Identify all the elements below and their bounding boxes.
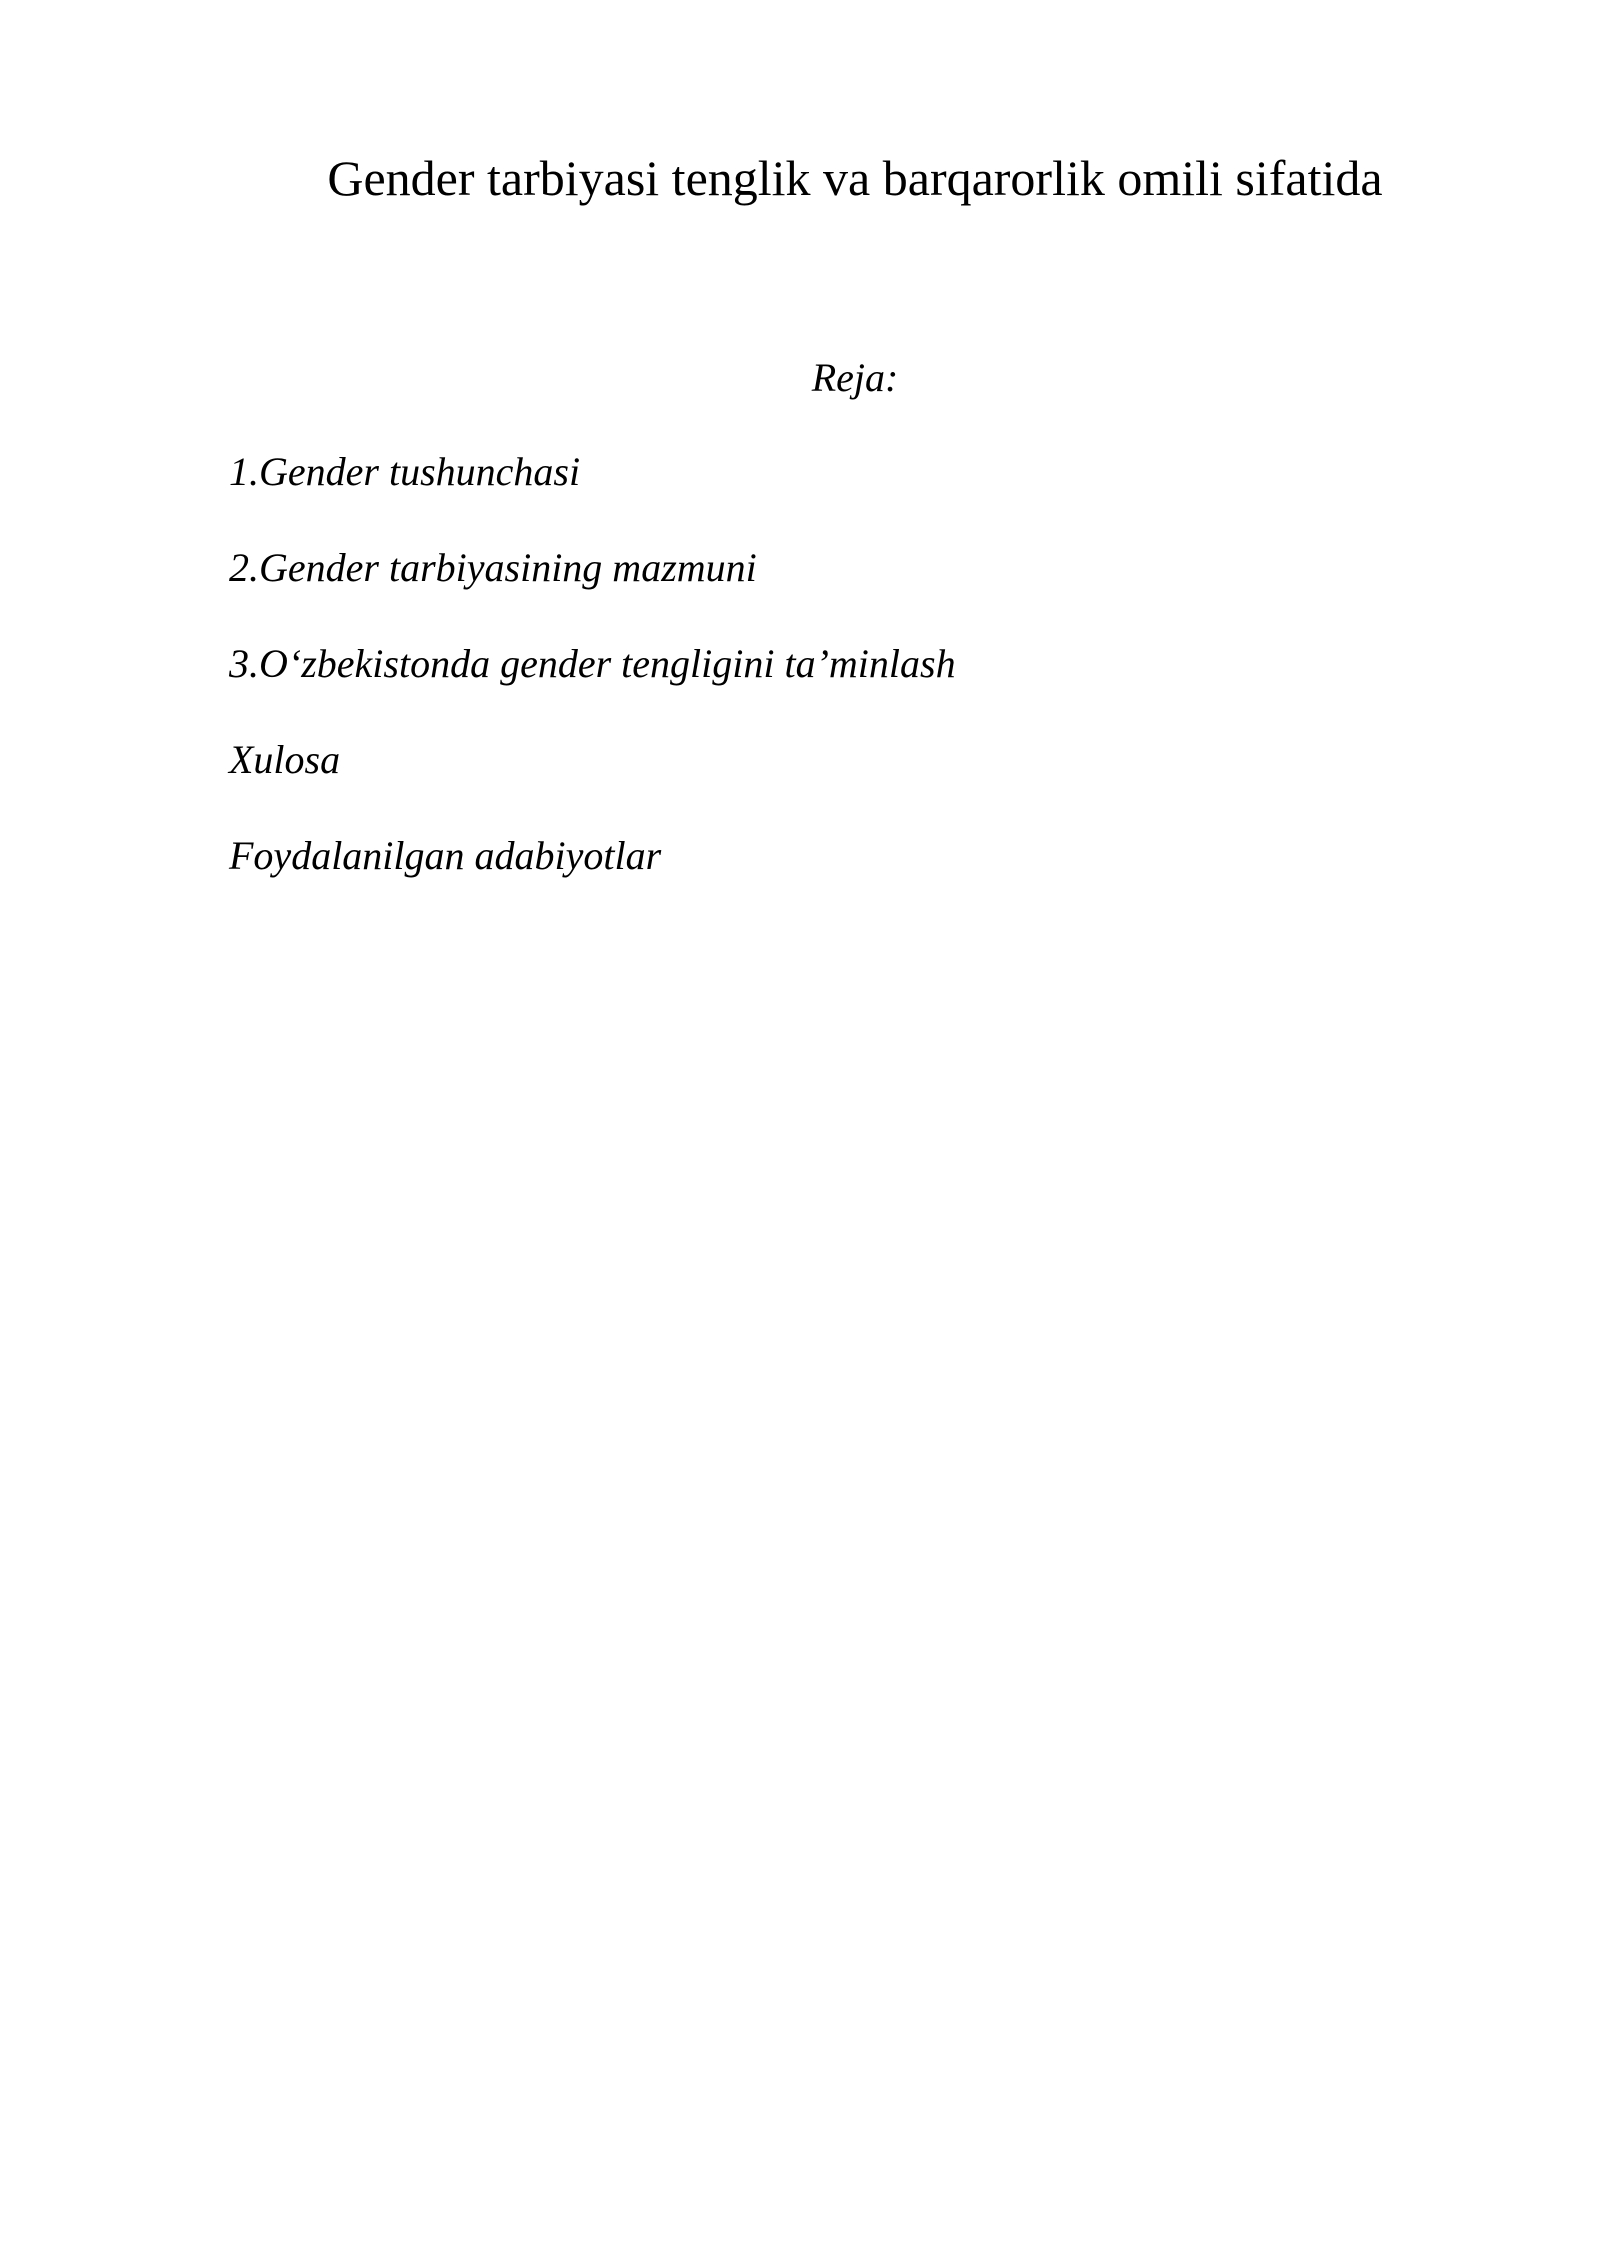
document-title: Gender tarbiyasi tenglik va barqarorlik omili sifatida	[327, 150, 1383, 206]
plan-item-gender-concept: 1.Gender tushunchasi	[229, 449, 581, 494]
plan-item-conclusion: Xulosa	[229, 737, 341, 782]
plan-list	[229, 448, 956, 928]
plan-item-gender-equality-uzbekistan: 3.O‘zbekistonda gender tengligini ta’minlash	[229, 641, 956, 686]
plan-heading: Reja:	[811, 355, 899, 400]
plan-item-references: Foydalanilgan adabiyotlar	[229, 833, 662, 878]
plan-item-gender-education-content: 2.Gender tarbiyasining mazmuni	[229, 545, 757, 590]
